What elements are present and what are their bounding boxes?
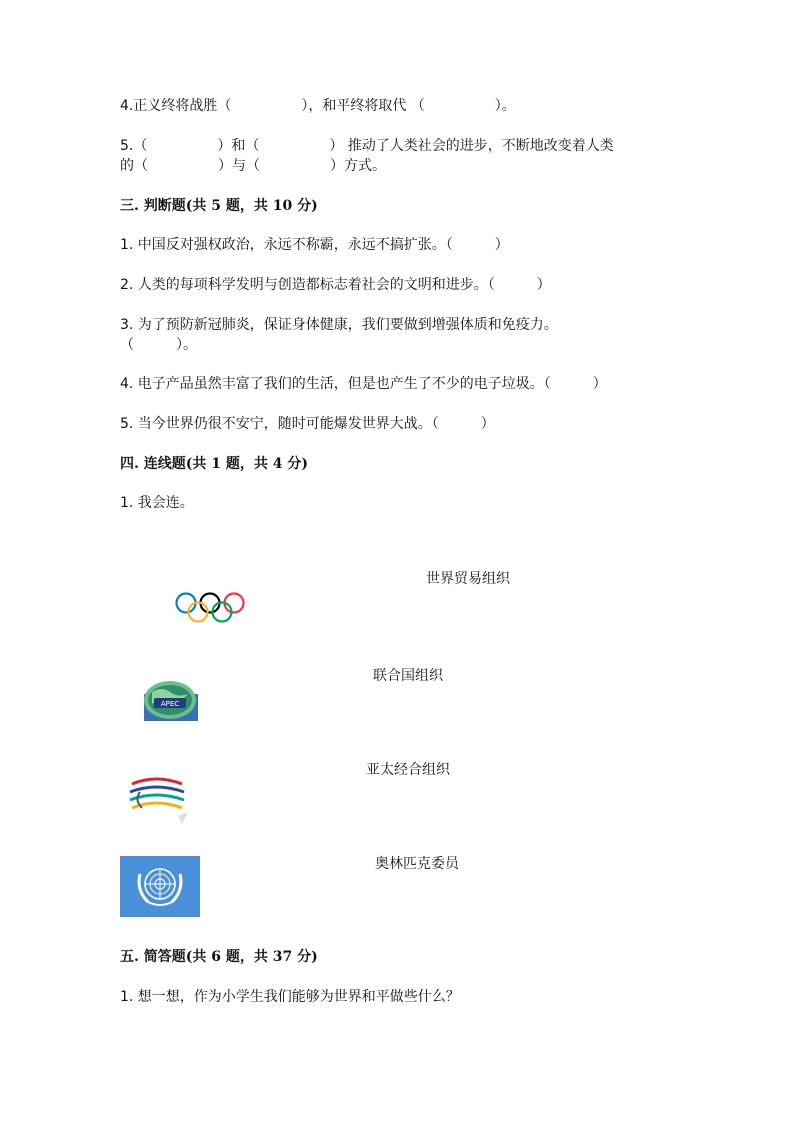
judge-q1: 1. 中国反对强权政治，永远不称霸，永远不搞扩张。（ ）	[120, 237, 509, 253]
wto-logo-icon	[126, 772, 190, 826]
judge-q3-line2: （ ）。	[120, 337, 197, 353]
section-4-title: 四. 连线题(共 1 题，共 4 分)	[120, 456, 308, 472]
match-item-un: 联合国组织	[373, 668, 443, 684]
judge-q5: 5. 当今世界仍很不安宁，随时可能爆发世界大战。（ ）	[120, 416, 495, 432]
apec-logo-text: APEC	[160, 700, 180, 708]
section-3-title: 三. 判断题(共 5 题，共 10 分)	[120, 198, 318, 214]
judge-q4: 4. 电子产品虽然丰富了我们的生活，但是也产生了不少的电子垃圾。（ ）	[120, 376, 607, 392]
fill-blank-q5-line2: 的（ ）与（ ）方式。	[120, 158, 386, 174]
fill-blank-q5-line1: 5.（ ）和（ ） 推动了人类社会的进步，不断地改变着人类	[120, 138, 614, 154]
judge-q3-line1: 3. 为了预防新冠肺炎，保证身体健康，我们要做到增强体质和免疫力。	[120, 317, 558, 333]
apec-logo-icon	[140, 680, 200, 722]
un-logo-icon	[120, 856, 200, 917]
match-q1: 1. 我会连。	[120, 495, 194, 511]
match-item-wto: 世界贸易组织	[426, 571, 510, 587]
fill-blank-q4: 4.正义终将战胜（ ），和平终将取代 （ ）。	[120, 98, 516, 114]
judge-q2: 2. 人类的每项科学发明与创造都标志着社会的文明和进步。（ ）	[120, 277, 551, 293]
short-answer-q1: 1. 想一想，作为小学生我们能够为世界和平做些什么？	[120, 989, 460, 1005]
match-item-olympic: 奥林匹克委员	[375, 856, 459, 872]
olympic-rings-icon	[172, 590, 248, 626]
section-5-title: 五. 简答题(共 6 题，共 37 分)	[120, 949, 318, 965]
match-item-apec: 亚太经合组织	[366, 762, 450, 778]
